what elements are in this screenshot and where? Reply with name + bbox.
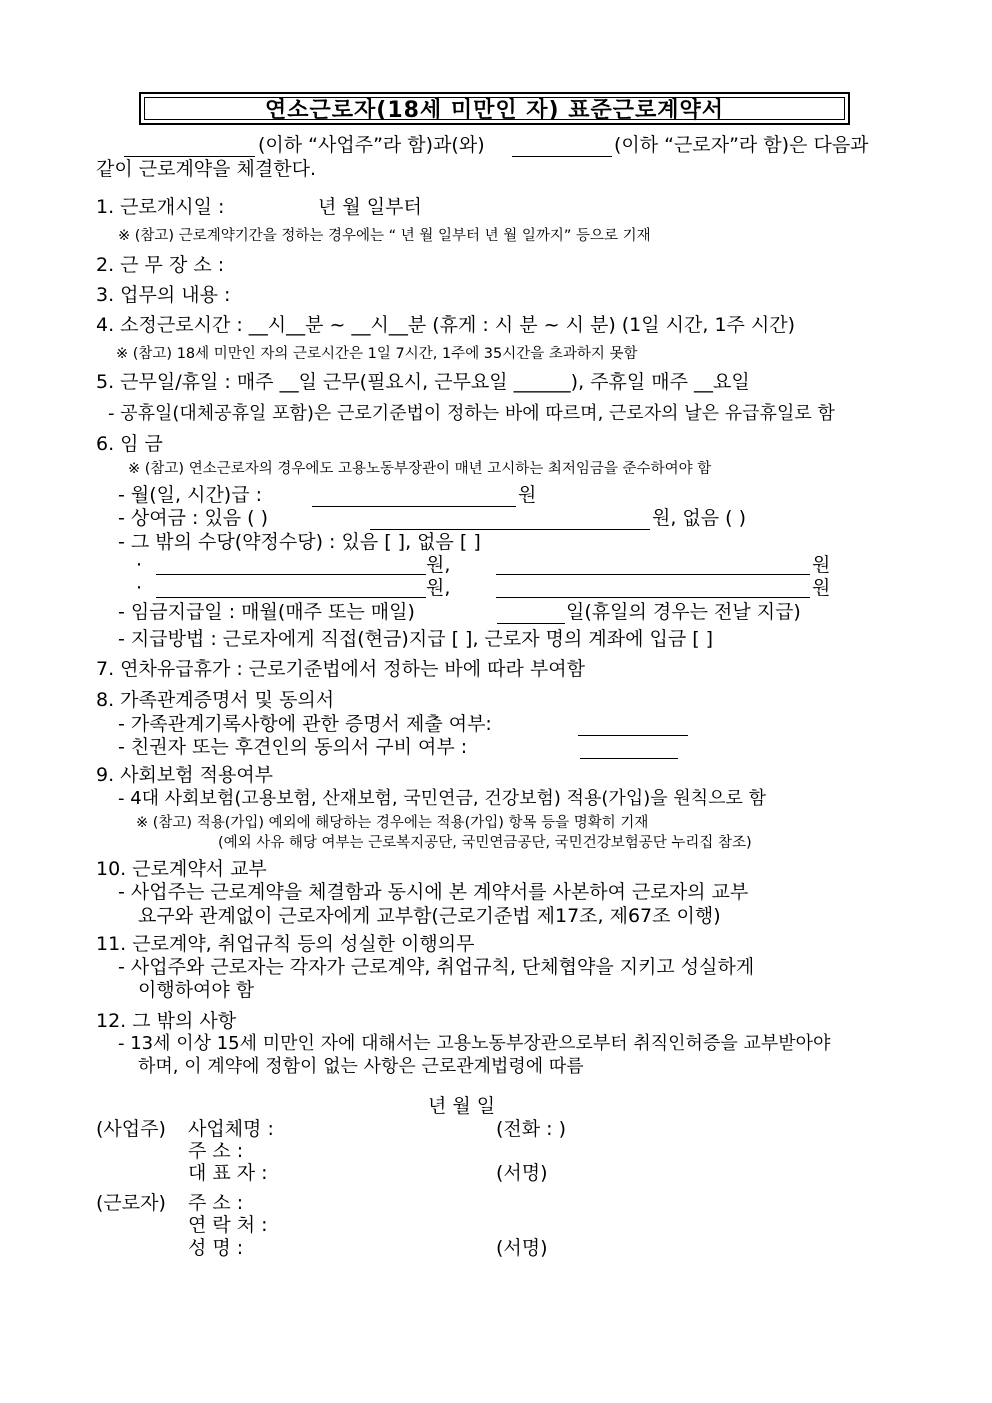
document-title: 연소근로자(18세 미만인 자) 표준근로계약서 xyxy=(265,98,724,123)
s12-label: 12. 그 밖의 사항 xyxy=(96,1010,237,1032)
s1-date: 년 월 일부터 xyxy=(318,196,422,218)
wage-won: 원 xyxy=(518,484,537,506)
s8-a: - 가족관계기록사항에 관한 증명서 제출 여부: xyxy=(118,713,492,735)
s1-note: ※ (참고) 근로계약기간을 정하는 경우에는 “ 년 월 일부터 년 월 일까지” 등으로 기재 xyxy=(118,228,651,244)
s8-a-blank[interactable] xyxy=(578,717,688,736)
s9-a: - 4대 사회보험(고용보험, 산재보험, 국민연금, 건강보험) 적용(가입)을 원칙으로 함 xyxy=(118,788,767,809)
s9-note2: (예외 사유 해당 여부는 근로복지공단, 국민연금공단, 국민건강보험공단 누리집 참조) xyxy=(218,835,752,851)
s1-label: 1. 근로개시일 : xyxy=(96,196,225,218)
bonus-label: - 상여금 : 있음 ( ) xyxy=(118,507,269,529)
allowance-blank-2[interactable] xyxy=(496,556,810,575)
s6-label: 6. 임 금 xyxy=(96,433,163,455)
worker-name-blank[interactable] xyxy=(512,138,612,157)
allowance-won-4: 원 xyxy=(812,577,831,599)
rep-label: 대 표 자 : xyxy=(188,1162,268,1184)
payday-label: - 임금지급일 : 매월(매주 또는 매일) xyxy=(118,601,415,623)
s4-text: 4. 소정근로시간 : __시__분 ~ __시__분 (휴게 : 시 분 ~ 시 분) (1일 시간, 1주 시간) xyxy=(96,314,796,336)
s10-label: 10. 근로계약서 교부 xyxy=(96,858,267,880)
employer-address-label: 주 소 : xyxy=(188,1140,244,1162)
allowance-blank-4[interactable] xyxy=(496,579,810,598)
wage-blank[interactable] xyxy=(312,488,516,507)
s10-a1: - 사업주는 근로계약을 체결함과 동시에 본 계약서를 사본하여 근로자의 교부 xyxy=(118,881,749,903)
s4-note: ※ (참고) 18세 미만인 자의 근로시간은 1일 7시간, 1주에 35시간을 초과하지 못함 xyxy=(116,346,638,362)
employer-sign[interactable]: (서명) xyxy=(496,1162,548,1184)
wage-label: - 월(일, 시간)급 : xyxy=(118,484,263,506)
bonus-none: 원, 없음 ( ) xyxy=(652,507,747,529)
allowance-won-2: 원 xyxy=(812,554,831,576)
s6-note: ※ (참고) 연소근로자의 경우에도 고용노동부장관이 매년 고시하는 최저임금을 준수하여야 함 xyxy=(128,461,712,477)
title-box xyxy=(139,92,850,125)
s3-label: 3. 업무의 내용 : xyxy=(96,284,231,306)
biz-name-label: 사업체명 : xyxy=(188,1118,274,1140)
s7-text: 7. 연차유급휴가 : 근로기준법에서 정하는 바에 따라 부여함 xyxy=(96,658,585,680)
bonus-blank[interactable] xyxy=(370,511,650,530)
intro-worker: (이하 “근로자”라 함)은 다음과 xyxy=(614,134,869,156)
s2-label: 2. 근 무 장 소 : xyxy=(96,254,225,276)
pay-method: - 지급방법 : 근로자에게 직접(현금)지급 [ ], 근로자 명의 계좌에 입금 [ ] xyxy=(118,628,714,650)
allowance-label: - 그 밖의 수당(약정수당) : 있음 [ ], 없음 [ ] xyxy=(118,531,481,553)
s12-a1: - 13세 이상 15세 미만인 자에 대해서는 고용노동부장관으로부터 취직인허증을 교부받아야 xyxy=(118,1033,831,1054)
s11-label: 11. 근로계약, 취업규칙 등의 성실한 이행의무 xyxy=(96,933,475,955)
worker-sign[interactable]: (서명) xyxy=(496,1237,548,1259)
employer-tag: (사업주) xyxy=(96,1118,166,1140)
worker-tag: (근로자) xyxy=(96,1192,166,1214)
s10-a2: 요구와 관계없이 근로자에게 교부함(근로기준법 제17조, 제67조 이행) xyxy=(138,905,721,927)
worker-address-label: 주 소 : xyxy=(188,1192,244,1214)
payday-tail: 일(휴일의 경우는 전날 지급) xyxy=(566,601,801,623)
allowance-blank-3[interactable] xyxy=(156,579,426,598)
payday-blank[interactable] xyxy=(497,605,565,624)
s12-a2: 하며, 이 계약에 정함이 없는 사항은 근로관계법령에 따름 xyxy=(138,1056,584,1077)
s11-a2: 이행하여야 함 xyxy=(138,979,255,1001)
contact-label: 연 락 처 : xyxy=(188,1214,268,1236)
allowance-bullet-2: · xyxy=(136,577,143,599)
s8-b-blank[interactable] xyxy=(580,740,678,759)
intro-employer: (이하 “사업주”라 함)과(와) xyxy=(258,134,485,156)
employer-name-blank[interactable] xyxy=(124,138,255,157)
sign-date: 년 월 일 xyxy=(428,1095,496,1117)
allowance-bullet-1: · xyxy=(136,554,143,576)
allowance-blank-1[interactable] xyxy=(156,556,426,575)
phone-label: (전화 : ) xyxy=(496,1118,567,1140)
s11-a1: - 사업주와 근로자는 각자가 근로계약, 취업규칙, 단체협약을 지키고 성실하게 xyxy=(118,956,755,978)
s8-label: 8. 가족관계증명서 및 동의서 xyxy=(96,689,335,711)
allowance-won-3: 원, xyxy=(426,577,451,599)
s5-text: 5. 근무일/휴일 : 매주 __일 근무(필요시, 근무요일 ______), 주휴일 매주 __요일 xyxy=(96,371,750,393)
s9-note1: ※ (참고) 적용(가입) 예외에 해당하는 경우에는 적용(가입) 항목 등을 명확히 기재 xyxy=(136,815,649,831)
s5-sub: - 공휴일(대체공휴일 포함)은 근로기준법이 정하는 바에 따르며, 근로자의 날은 유급휴일로 함 xyxy=(108,403,835,424)
s8-b: - 친권자 또는 후견인의 동의서 구비 여부 : xyxy=(118,736,468,758)
allowance-won-1: 원, xyxy=(426,554,451,576)
intro-line2: 같이 근로계약을 체결한다. xyxy=(96,158,317,180)
s9-label: 9. 사회보험 적용여부 xyxy=(96,764,274,786)
worker-name-label: 성 명 : xyxy=(188,1237,244,1259)
